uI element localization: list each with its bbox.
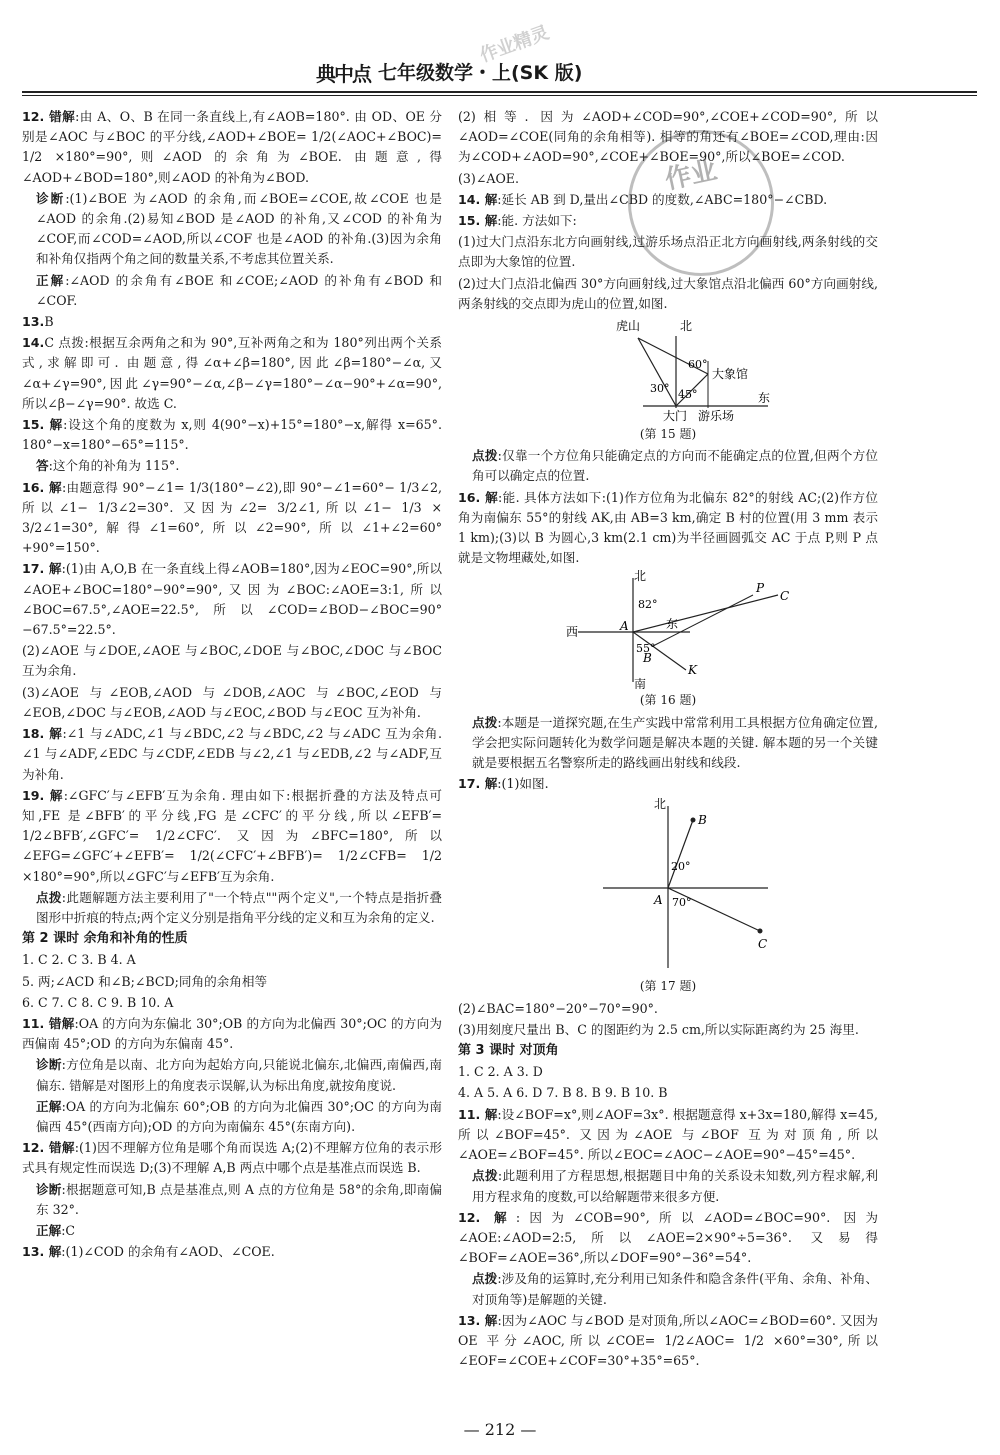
svg-text:大象馆: 大象馆: [712, 367, 749, 382]
answer-paragraph: [22, 333, 442, 414]
answer-paragraph: [22, 312, 442, 332]
answer-paragraph: [22, 972, 442, 992]
answer-label: 15. 解: [458, 213, 498, 229]
answer-text: :方位角是以南、北方向为起始方向,只能说北偏东,北偏西,南偏西,南偏东. 错解是对图形上的角度表示误解,认为标出角度,就按角度说.: [36, 1057, 442, 1093]
answer-text: 1. C 2. A 3. D: [458, 1064, 543, 1080]
answer-label: 正解: [36, 1098, 62, 1114]
answer-text: 6. C 7. C 8. C 9. B 10. A: [22, 994, 174, 1010]
left-column: [22, 107, 442, 1263]
answer-paragraph: [458, 169, 878, 189]
answer-paragraph: [22, 1138, 442, 1178]
svg-text:A: A: [620, 619, 629, 634]
answer-paragraph: [458, 1208, 878, 1269]
answer-paragraph: [458, 1311, 878, 1372]
answer-text: :根据题意可知,B 点是基准点,则 A 点的方位角是 58°的余角,即南偏东 32°.: [36, 1181, 443, 1217]
answer-paragraph: [458, 1269, 878, 1309]
answer-label: 14.: [22, 335, 45, 351]
answer-paragraph: [22, 456, 442, 476]
answer-text: :此题解题方法主要利用了"一个特点""两个定义",一个特点是指折叠图形中折痕的特点;两个定义分别是指角平分线的定义和互为余角的定义.: [36, 889, 443, 925]
answer-label: 12. 错解: [22, 1140, 75, 1156]
answer-paragraph: [22, 993, 442, 1013]
svg-text:70°: 70°: [672, 896, 692, 910]
answer-paragraph: [458, 1083, 878, 1103]
svg-text:东: 东: [666, 617, 679, 632]
svg-text:北: 北: [680, 319, 693, 334]
watermark: 作业精灵: [477, 22, 552, 67]
answer-paragraph: [22, 189, 442, 270]
answer-paragraph: [22, 271, 442, 311]
answer-label: 诊断: [36, 190, 66, 206]
figure-17: 北 B 20° A 70° C (第 17 题): [639, 797, 768, 994]
svg-text:A: A: [654, 893, 663, 908]
svg-text:B: B: [698, 813, 707, 828]
answer-text: :OA 的方向为北偏东 60°;OB 的方向为北偏西 30°;OC 的方向为南偏西 45°(西南方向);OD 的方向为南偏东 45°(东南方向).: [36, 1098, 442, 1134]
answer-text: :由题意得 90°−∠1= 1/3(180°−∠2),即 90°−∠1=60°− 1/3∠2,所以∠1− 1/3∠2=30°. 又因为∠2= 3/2∠1,所以∠1− 1/3 × 3/2∠1=30°,解得∠1=60°,所以∠2=90°,所以∠1+∠2=60°+90°=150°.: [22, 479, 443, 556]
stamp-watermark: 作业: [614, 116, 787, 289]
answer-text: (1)过大门点沿东北方向画射线,过游乐场点沿正北方向画射线,两条射线的交点即为大象馆的位置.: [458, 234, 878, 270]
answer-text: :因为∠AOC 与∠BOD 是对顶角,所以∠AOC=∠BOD=60°. 又因为 OE 平分∠AOC,所以∠COE= 1/2∠AOC= 1/2 ×60°=30°,所以∠EOF=∠COE+∠COF=30°+35°=65°.: [458, 1312, 878, 1369]
answer-text: 1. C 2. C 3. B 4. A: [22, 952, 136, 968]
answer-text: :本题是一道探究题,在生产实践中常常利用工具根据方位角确定位置,学会把实际问题转化为数学问题是解决本题的关键. 解本题的另一个关键就是要根据五名警察所走的路线画出射线和线段.: [472, 714, 878, 771]
answer-paragraph: [458, 999, 878, 1019]
answer-text: :(1)因不理解方位角是哪个角而误选 A;(2)不理解方位角的表示形式具有规定性而误选 D;(3)不理解 A,B 两点中哪个点是基准点而误选 B.: [22, 1140, 442, 1176]
answer-label: 正解: [36, 1222, 62, 1238]
answer-paragraph: [458, 713, 878, 774]
answer-text: C 点拨:根据互余两角之和为 90°,互补两角之和为 180°列出两个关系式,求解即可. 由题意,得∠α+∠β=180°,因此∠β=180°−∠α,又∠α+∠γ=90°,因此∠γ=90°−∠α,∠β−∠γ=180°−∠α−90°+∠α=90°,所以∠β−∠γ=90°. 故选 C.: [22, 335, 442, 411]
answer-text: B: [44, 314, 54, 330]
answer-text: :OA 的方向为东偏北 30°;OB 的方向为北偏西 30°;OC 的方向为西偏南 45°;OD 的方向为东偏南 45°.: [22, 1015, 442, 1052]
section-heading: 第 2 课时 余角和补角的性质: [22, 931, 188, 947]
answer-label: 16. 解: [22, 479, 62, 495]
answer-paragraph: [22, 1014, 442, 1054]
svg-text:60°: 60°: [688, 358, 708, 372]
answer-text: (3)∠AOE 与∠EOB,∠AOD 与∠DOB,∠AOC 与∠BOC,∠EOD 与∠EOB,∠DOC 与∠EOB,∠AOD 与∠EOC,∠BOD 与∠EOC 互为补角.: [22, 684, 442, 720]
answer-text: :C: [61, 1222, 76, 1238]
answer-paragraph: [22, 1180, 442, 1220]
svg-text:B: B: [643, 651, 652, 666]
answer-text: :(1)如图.: [497, 776, 549, 792]
answer-text: :∠GFC′与∠EFB′互为余角. 理由如下:根据折叠的方法及特点可知,FE 是∠BFB′的平分线,FG 是∠CFC′的平分线,所以∠EFB′= 1/2∠BFB′,∠GFC′= 1/2∠CFC′. 又因为∠BFC=180°,所以∠EFG=∠GFC′+∠EFB′= 1/2(∠CFC′+∠BFB′)= 1/2∠CFB= 1/2 ×180°=90°,所以∠GFC′与∠EFB′互为余角.: [22, 787, 442, 884]
answer-label: 点拨: [472, 1271, 498, 1287]
svg-text:C: C: [780, 589, 790, 604]
answer-text: :仅靠一个方位角只能确定点的方向而不能确定点的位置,但两个方位角可以确定点的位置.: [472, 448, 879, 484]
answer-label: 12. 错解: [22, 109, 76, 124]
answer-text: :设∠BOF=x°,则∠AOF=3x°. 根据题意得 x+3x=180,解得 x=45,所以∠BOF=45°. 又因为∠AOE 与∠BOF 互为对顶角,所以∠AOE=∠BOF=45°. 所以∠EOC=∠AOC−∠AOE=90°−45°=45°.: [458, 1106, 878, 1163]
svg-text:西: 西: [566, 625, 579, 640]
answer-paragraph: [458, 446, 878, 486]
svg-text:北: 北: [634, 570, 647, 584]
svg-text:游乐场: 游乐场: [698, 409, 735, 424]
answer-paragraph: [458, 774, 878, 794]
answer-text: :∠AOD 的余角有∠BOE 和∠COE;∠AOD 的补角有∠BOD 和∠COF.: [36, 272, 442, 308]
svg-text:东: 东: [758, 391, 771, 406]
answer-paragraph: [458, 190, 878, 210]
answer-paragraph: [458, 274, 878, 314]
svg-text:82°: 82°: [638, 598, 658, 612]
answer-label: 点拨: [472, 448, 498, 464]
answer-label: 13. 解: [22, 1244, 62, 1260]
answer-paragraph: [458, 232, 878, 272]
answer-label: 16. 解: [458, 489, 499, 505]
answer-label: 15. 解: [22, 417, 64, 433]
svg-text:55°: 55°: [636, 642, 656, 656]
answer-text: :这个角的补角为 115°.: [48, 458, 180, 474]
answer-paragraph: [22, 478, 442, 559]
answer-text: :能. 具体方法如下:(1)作方位角为北偏东 82°的射线 AC;(2)作方位角为南偏东 55°的射线 AK,由 AB=3 km,确定 B 村的位置(用 3 mm 表示 1 km);(3)以 B 为圆心,3 km(2.1 cm)为半径画圆弧交 AC 于点 P,则 P 点就是文物埋藏处,如图.: [458, 489, 878, 566]
answer-text: :涉及角的运算时,充分利用已知条件和隐含条件(平角、余角、补角、对顶角等)是解题的关键.: [472, 1271, 878, 1307]
answer-text: 4. A 5. A 6. D 7. B 8. B 9. B 10. B: [458, 1085, 668, 1101]
answer-text: :此题利用了方程思想,根据题目中角的关系设未知数,列方程求解,利用方程求角的度数,可以给解题带来很多方便.: [472, 1168, 878, 1204]
answer-label: 14. 解: [458, 191, 498, 207]
answer-paragraph: [22, 1097, 442, 1137]
answer-text: :设这个角的度数为 x,则 4(90°−x)+15°=180°−x,解得 x=65°. 180°−x=180°−65°=115°.: [22, 417, 442, 453]
answer-paragraph: [22, 950, 442, 970]
svg-text:30°: 30°: [650, 382, 670, 396]
svg-text:虎山: 虎山: [616, 319, 641, 334]
answer-label: 答: [36, 458, 49, 474]
figure-16: 北 82° P C 西 A 东 55° B K 南 (第 16 题): [566, 570, 790, 708]
answer-paragraph: [458, 211, 878, 231]
answer-paragraph: [22, 1055, 442, 1095]
answer-paragraph: [22, 683, 442, 723]
answer-label: 点拨: [472, 1168, 498, 1184]
svg-text:C: C: [758, 937, 768, 952]
answer-label: 正解: [36, 272, 66, 288]
answer-paragraph: [22, 559, 442, 640]
answer-label: 诊断: [36, 1181, 62, 1197]
answer-text: :由 A、O、B 在同一条直线上,有∠AOB=180°. 由 OD、OE 分别是∠AOC 与∠BOC 的平分线,∠AOD+∠BOE= 1/2(∠AOC+∠BOC)= 1/2 ×180°=90°,则∠AOD 的余角为∠BOE. 由题意,得∠AOD+∠BOD=180°,则∠AOD 的补角为∠BOD.: [22, 109, 442, 185]
answer-text: (2)过大门点沿北偏西 30°方向画射线,过大象馆点沿北偏西 60°方向画射线,两条射线的交点即为虎山的位置,如图.: [458, 275, 878, 311]
answer-label: 12. 解: [458, 1209, 516, 1225]
answer-label: 17. 解: [458, 776, 498, 792]
answer-text: 5. 两;∠ACD 和∠B;∠BCD;同角的余角相等: [22, 973, 268, 989]
answer-paragraph: [458, 488, 878, 569]
answer-label: 11. 解: [458, 1106, 498, 1122]
svg-text:P: P: [756, 581, 765, 596]
book-title: 七年级数学・上(SK 版): [378, 62, 583, 84]
answer-paragraph: [22, 641, 442, 681]
answer-label: 点拨: [36, 889, 62, 905]
svg-text:K: K: [688, 663, 697, 678]
answer-paragraph: [22, 786, 442, 887]
right-column: [458, 107, 878, 1372]
page-number: — 212 —: [463, 1420, 537, 1439]
answer-text: :因为∠COB=90°,所以∠AOD=∠BOC=90°. 因为∠AOE:∠AOD=2:5,所以∠AOE=2×90°÷5=36°. 又易得∠BOF=∠AOE=36°,所以∠DOF=90°−36°=54°.: [458, 1209, 878, 1266]
answer-paragraph: [458, 1105, 878, 1166]
answer-text: :∠1 与∠ADC,∠1 与∠BDC,∠2 与∠BDC,∠2 与∠ADC 互为余角. ∠1 与∠ADF,∠EDC 与∠CDF,∠EDB 与∠2,∠1 与∠EDB,∠2 与∠ADF,互为补角.: [22, 726, 442, 782]
answer-text: (3)用刻度尺量出 B、C 的图距约为 2.5 cm,所以实际距离约为 25 海里.: [458, 1021, 859, 1037]
answer-text: :(1)∠BOE 为∠AOD 的余角,而∠BOE=∠COE,故∠COE 也是∠AOD 的余角.(2)易知∠BOD 是∠AOD 的补角,又∠COD 的补角为∠COF,而∠COD=∠AOD,所以∠COF 也是∠AOD 的补角.(3)因为余角和补角仅指两个角之间的数量关系,不考虑其位置关系.: [36, 190, 443, 267]
answer-text: (3)∠AOE.: [458, 170, 520, 186]
svg-text:北: 北: [654, 797, 667, 812]
answer-paragraph: [22, 1242, 442, 1262]
figure-15: 虎山 北 60° 30° 45° 大象馆 东 大门 游乐场 (第 15 题): [616, 319, 771, 442]
brand-logo: 典中点: [316, 62, 370, 86]
answer-text: (2)∠BAC=180°−20°−70°=90°.: [458, 1000, 658, 1016]
answer-paragraph: [22, 415, 442, 455]
svg-text:20°: 20°: [671, 860, 691, 874]
answer-text: :(1)由 A,O,B 在一条直线上得∠AOB=180°,因为∠EOC=90°,所以∠AOE+∠BOC=180°−90°=90°,又因为∠BOC:∠AOE=3:1,所以∠BOC=67.5°,∠AOE=22.5°,所以∠COD=∠BOD−∠BOC=90°−67.5°=22.5°.: [22, 561, 442, 638]
answer-paragraph: [22, 107, 442, 188]
answer-label: 18. 解: [22, 726, 63, 742]
answer-label: 13.: [22, 314, 45, 330]
answer-label: 诊断: [36, 1057, 62, 1073]
answer-label: 11. 错解: [22, 1015, 75, 1031]
answer-text: :能. 方法如下:: [497, 213, 577, 229]
answer-text: (2)∠AOE 与∠DOE,∠AOE 与∠BOC,∠DOE 与∠BOC,∠DOC 与∠BOC 互为余角.: [22, 643, 442, 679]
header-rule-thin: [22, 95, 977, 96]
section-heading: 第 3 课时 对顶角: [458, 1043, 559, 1059]
answer-label: 13. 解: [458, 1312, 498, 1328]
answer-text: :(1)∠COD 的余角有∠AOD、∠COE.: [61, 1244, 275, 1260]
answer-paragraph: [458, 107, 878, 168]
answer-label: 点拨: [472, 714, 498, 730]
svg-text:45°: 45°: [678, 388, 698, 402]
header-rule: [22, 91, 977, 93]
answer-paragraph: [458, 1020, 878, 1040]
answer-paragraph: [22, 724, 442, 785]
answer-label: 17. 解: [22, 561, 62, 577]
answer-paragraph: [22, 888, 442, 928]
answer-paragraph: [458, 1062, 878, 1082]
answer-paragraph: [22, 1221, 442, 1241]
svg-text:大门: 大门: [663, 409, 688, 424]
answer-text: (2)相等. 因为∠AOD+∠COD=90°,∠COE+∠COD=90°,所以∠AOD=∠COE(同角的余角相等). 相等的角还有∠BOE=∠COD,理由:因为∠COD+∠AOD=90°,∠COE+∠BOE=90°,所以∠BOE=∠COD.: [458, 109, 878, 165]
svg-text:南: 南: [634, 677, 647, 691]
answer-label: 19. 解: [22, 787, 64, 803]
answer-text: :延长 AB 到 D,量出∠CBD 的度数,∠ABC=180°−∠CBD.: [497, 191, 828, 207]
answer-paragraph: [458, 1166, 878, 1206]
